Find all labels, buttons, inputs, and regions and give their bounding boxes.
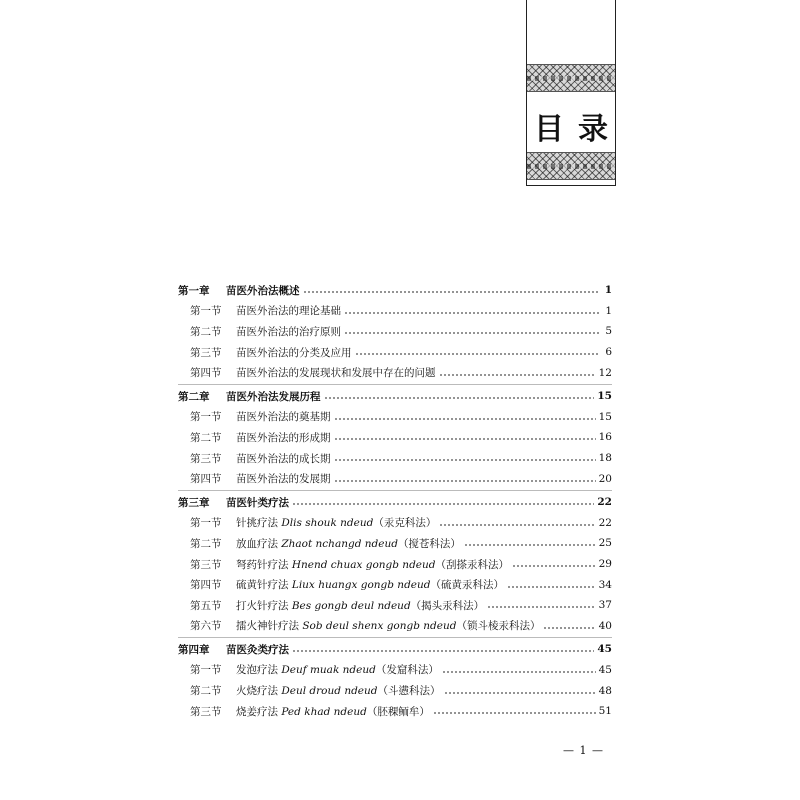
title-char-1: 目 [534,112,564,147]
leader-dots [355,353,600,355]
toc-section[interactable]: 第六节 擂火神针疗法 Sob deul shenx gongb ndeud（锁斗棱汞科法） 40 [190,619,612,633]
leader-dots [334,459,596,461]
ornament-pattern-bottom [527,152,615,180]
leader-dots [344,332,599,334]
leader-dots [442,671,596,673]
title-char-2: 录 [578,112,608,147]
leader-dots [464,544,596,546]
leader-dots [487,606,595,608]
leader-dots [344,312,599,314]
ornament-pattern-top [527,64,615,92]
toc-section[interactable]: 第二节 苗医外治法的形成期 16 [190,431,612,444]
toc-section[interactable]: 第四节 苗医外治法的发展期 20 [190,472,612,486]
toc-section[interactable]: 第二节 火烧疗法 Deul droud ndeud（斗懑科法） 48 [190,684,612,698]
leader-dots [334,480,596,482]
toc-section[interactable]: 第三节 弩药针疗法 Hnend chuax gongb ndeud（刮搽汞科法） 29 [190,558,612,571]
leader-dots [292,650,594,652]
chapter-divider [178,490,612,491]
chapter-divider [178,637,612,638]
table-of-contents [178,280,612,721]
toc-chapter-4[interactable]: 第四章 苗医灸类疗法 45 [178,643,612,656]
leader-dots [512,565,596,567]
toc-section[interactable]: 第二节 放血疗法 Zhaot nchangd ndeud（搅苍科法） 25 [190,537,612,550]
leader-dots [292,503,594,505]
toc-section[interactable]: 第二节 苗医外治法的治疗原则 5 [190,325,612,338]
toc-section[interactable]: 第四节 苗医外治法的发展现状和发展中存在的问题 12 [190,366,612,380]
toc-section[interactable]: 第四节 硫黄针疗法 Liux huangx gongb ndeud（硫黄汞科法） 34 [190,578,612,592]
toc-chapter-2[interactable]: 第二章 苗医外治法发展历程 15 [178,390,612,403]
leader-dots [324,397,595,399]
leader-dots [543,627,595,629]
leader-dots [444,692,596,694]
toc-section[interactable]: 第一节 苗医外治法的奠基期 15 [190,410,612,424]
page-title [527,104,615,148]
leader-dots [507,586,596,588]
leader-dots [433,712,596,714]
toc-section[interactable]: 第五节 打火针疗法 Bes gongb deul ndeud（揭头汞科法） 37 [190,599,612,612]
toc-chapter-3[interactable]: 第三章 苗医针类疗法 22 [178,496,612,509]
toc-section[interactable]: 第一节 针挑疗法 Dlis shouk ndeud（汞克科法） 22 [190,516,612,530]
toc-section[interactable]: 第一节 苗医外治法的理论基础 1 [190,304,612,318]
leader-dots [334,438,596,440]
toc-chapter-1[interactable]: 第一章 苗医外治法概述 1 [178,284,612,297]
toc-section[interactable]: 第三节 烧姜疗法 Ped khad ndeud（胚稞鲕牟） 51 [190,705,612,718]
toc-section[interactable]: 第一节 发泡疗法 Deuf muak ndeud（发窟科法） 45 [190,663,612,677]
toc-section[interactable]: 第三节 苗医外治法的成长期 18 [190,452,612,465]
leader-dots [334,418,596,420]
leader-dots [303,291,600,293]
chapter-divider [178,384,612,385]
page-number: — 1 — [563,744,604,757]
leader-dots [439,524,595,526]
leader-dots [439,374,596,376]
title-banner [526,0,616,186]
toc-section[interactable]: 第三节 苗医外治法的分类及应用 6 [190,346,612,359]
